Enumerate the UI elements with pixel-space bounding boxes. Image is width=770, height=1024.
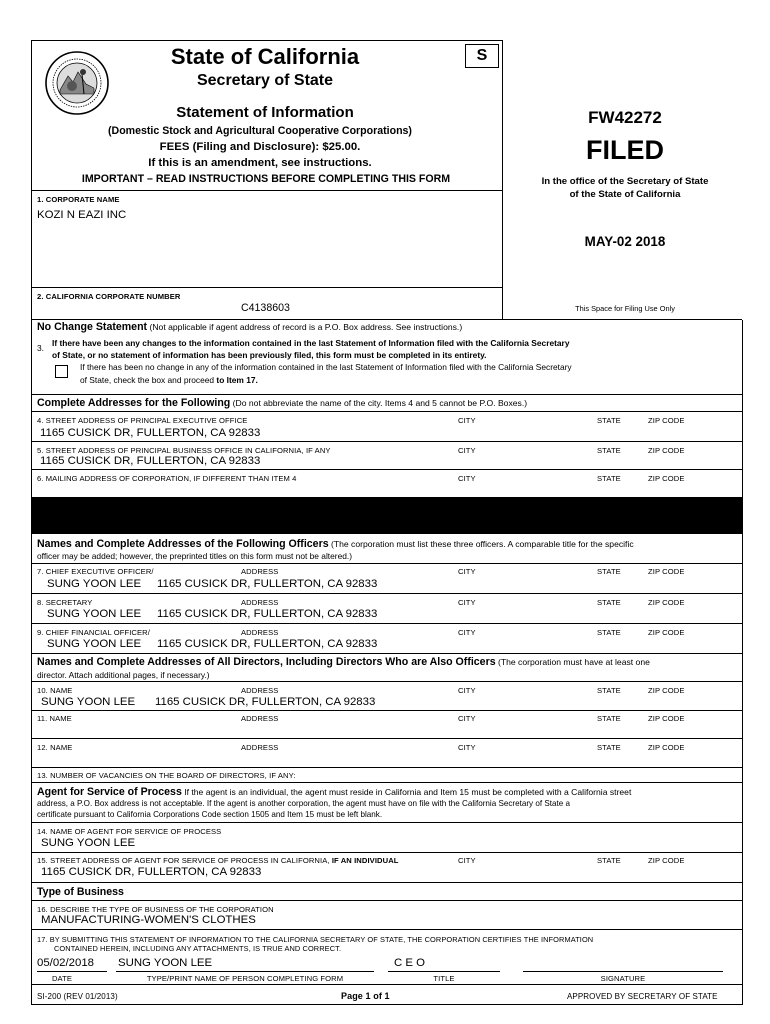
item7-city-label: CITY [458,567,476,576]
agent-heading: Agent for Service of Process If the agent is an individual, the agent must reside in California and Item 15 must be completed with a California street [37,786,632,798]
no-change-line-2: of State, or no statement of information has been previously filed, this form must be completed in its entirety. [52,350,487,360]
filing-status: FILED [586,135,664,165]
corporate-name-value: KOZI N EAZI INC [37,209,127,221]
form-id: SI-200 (REV 01/2013) [37,992,118,1001]
item11-state-label: STATE [597,714,621,723]
item7-address: 1165 CUSICK DR, FULLERTON, CA 92833 [157,578,378,590]
title-label: TITLE [433,974,455,983]
item9-label: 9. CHIEF FINANCIAL OFFICER/ [37,628,150,637]
item8-name: SUNG YOON LEE [47,608,142,620]
item3-number: 3. [37,343,44,353]
item6-label: 6. MAILING ADDRESS OF CORPORATION, IF DIFFERENT THAN ITEM 4 [37,474,297,483]
item4-state-label: STATE [597,416,621,425]
item17-line-2: CONTAINED HEREIN, INCLUDING ANY ATTACHMENTS, IS TRUE AND CORRECT. [54,944,342,953]
item10-address-label: ADDRESS [241,686,279,695]
certify-date: 05/02/2018 [37,957,95,969]
item16-label: 16. DESCRIBE THE TYPE OF BUSINESS OF THE CORPORATION [37,905,274,914]
item14-value: SUNG YOON LEE [41,837,136,849]
item5-value: 1165 CUSICK DR, FULLERTON, CA 92833 [40,455,261,467]
item8-address: 1165 CUSICK DR, FULLERTON, CA 92833 [157,608,378,620]
corporate-number-value: C4138603 [241,302,290,314]
directors-heading: Names and Complete Addresses of All Directors, Including Directors Who are Also Officers (The corporation must have at least one [37,656,650,668]
addresses-heading: Complete Addresses for the Following (Do not abbreviate the name of the city. Items 4 and 5 cannot be P.O. Boxes.) [37,397,528,409]
item15-label: 15. STREET ADDRESS OF AGENT FOR SERVICE OF PROCESS IN CALIFORNIA, IF AN INDIVIDUAL [37,856,399,865]
item8-state-label: STATE [597,598,621,607]
item14-label: 14. NAME OF AGENT FOR SERVICE OF PROCESS [37,827,222,836]
item9-address: 1165 CUSICK DR, FULLERTON, CA 92833 [157,638,378,650]
filing-office-2: of the State of California [569,189,681,200]
corporate-number-label: 2. CALIFORNIA CORPORATE NUMBER [37,292,181,301]
item10-zip-label: ZIP CODE [648,686,685,695]
no-change-line-3: If there has been no change in any of the information contained in the last Statement of Information filed with the California Secretary [80,362,572,372]
page-number: Page 1 of 1 [341,991,390,1001]
item10-address: 1165 CUSICK DR, FULLERTON, CA 92833 [155,696,376,708]
item9-name: SUNG YOON LEE [47,638,142,650]
filing-office: In the office of the Secretary of State [541,176,709,187]
item10-state-label: STATE [597,686,621,695]
item11-zip-label: ZIP CODE [648,714,685,723]
item12-state-label: STATE [597,743,621,752]
officers-heading: Names and Complete Addresses of the Following Officers (The corporation must list these three officers. A comparable title for the specific [37,538,634,550]
item9-zip-label: ZIP CODE [648,628,685,637]
fees-line: FEES (Filing and Disclosure): $25.00. [159,141,361,153]
item8-zip-label: ZIP CODE [648,598,685,607]
corporate-name-label: 1. CORPORATE NAME [37,195,120,204]
header-title: State of California [170,44,360,69]
item9-state-label: STATE [597,628,621,637]
item15-value: 1165 CUSICK DR, FULLERTON, CA 92833 [41,866,262,878]
header-subtitle: Secretary of State [196,72,334,89]
item6-zip-label: ZIP CODE [648,474,685,483]
item6-city-label: CITY [458,474,476,483]
item11-city-label: CITY [458,714,476,723]
item11-label: 11. NAME [37,714,72,723]
item17-line-1: 17. BY SUBMITTING THIS STATEMENT OF INFORMATION TO THE CALIFORNIA SECRETARY OF STATE, THE CORPORATION CERTIFIES THE INFORMATION [37,935,594,944]
item10-city-label: CITY [458,686,476,695]
no-change-checkbox[interactable] [55,365,68,378]
item7-zip-label: ZIP CODE [648,567,685,576]
item15-city-label: CITY [458,856,476,865]
no-change-line-1: If there have been any changes to the information contained in the last Statement of Information filed with the California Secretary [52,338,570,348]
redaction-bar [31,497,742,534]
date-label: DATE [51,974,73,983]
item5-zip-label: ZIP CODE [648,446,685,455]
item13-vacancies: 13. NUMBER OF VACANCIES ON THE BOARD OF DIRECTORS, IF ANY: [37,771,296,780]
form-title: Statement of Information [176,104,354,121]
directors-note-2: director. Attach additional pages, if necessary.) [37,670,210,680]
item12-zip-label: ZIP CODE [648,743,685,752]
business-heading: Type of Business [37,886,124,898]
item4-city-label: CITY [458,416,476,425]
approved-line: APPROVED BY SECRETARY OF STATE [567,992,718,1001]
amendment-line: If this is an amendment, see instructions. [148,157,372,169]
officers-note-2: officer may be added; however, the preprinted titles on this form must not be altered.) [37,551,353,561]
item16-value: MANUFACTURING-WOMEN'S CLOTHES [41,914,256,926]
item9-city-label: CITY [458,628,476,637]
no-change-line-4: of State, check the box and proceed to Item 17. [80,375,258,385]
item5-city-label: CITY [458,446,476,455]
item4-zip-label: ZIP CODE [648,416,685,425]
certify-name: SUNG YOON LEE [118,957,213,969]
item10-name: SUNG YOON LEE [41,696,136,708]
item8-city-label: CITY [458,598,476,607]
item4-value: 1165 CUSICK DR, FULLERTON, CA 92833 [40,427,261,439]
item10-label: 10. NAME [37,686,73,695]
item6-state-label: STATE [597,474,621,483]
header-s-box: S [465,44,499,68]
item11-address-label: ADDRESS [241,714,279,723]
signature-label: SIGNATURE [600,974,646,983]
item12-address-label: ADDRESS [241,743,279,752]
item12-city-label: CITY [458,743,476,752]
item12-label: 12. NAME [37,743,73,752]
item7-address-label: ADDRESS [241,567,279,576]
agent-note-2: address, a P.O. Box address is not acceptable. If the agent is another corporation, the agent must have on file with the California Secretary of State a [37,799,570,808]
item8-address-label: ADDRESS [241,598,279,607]
item15-state-label: STATE [597,856,621,865]
item7-name: SUNG YOON LEE [47,578,142,590]
no-change-heading: No Change Statement (Not applicable if agent address of record is a P.O. Box address. See instructions.) [37,321,463,333]
important-line: IMPORTANT – READ INSTRUCTIONS BEFORE COMPLETING THIS FORM [81,173,451,185]
item9-address-label: ADDRESS [241,628,279,637]
certify-title: C E O [394,957,426,969]
item7-state-label: STATE [597,567,621,576]
filing-number: FW42272 [588,108,662,127]
name-label: TYPE/PRINT NAME OF PERSON COMPLETING FORM [146,974,344,983]
item5-label: 5. STREET ADDRESS OF PRINCIPAL BUSINESS OFFICE IN CALIFORNIA, IF ANY [37,446,331,455]
item5-state-label: STATE [597,446,621,455]
item7-label: 7. CHIEF EXECUTIVE OFFICER/ [37,567,154,576]
form-subtitle: (Domestic Stock and Agricultural Cooperative Corporations) [108,125,412,137]
item15-zip-label: ZIP CODE [648,856,685,865]
filing-date: MAY-02 2018 [584,234,666,249]
item8-label: 8. SECRETARY [37,598,93,607]
filing-space-note: This Space for Filing Use Only [575,304,675,313]
item4-label: 4. STREET ADDRESS OF PRINCIPAL EXECUTIVE OFFICE [37,416,248,425]
agent-note-3: certificate pursuant to California Corporations Code section 1505 and Item 15 must be left blank. [37,810,383,819]
